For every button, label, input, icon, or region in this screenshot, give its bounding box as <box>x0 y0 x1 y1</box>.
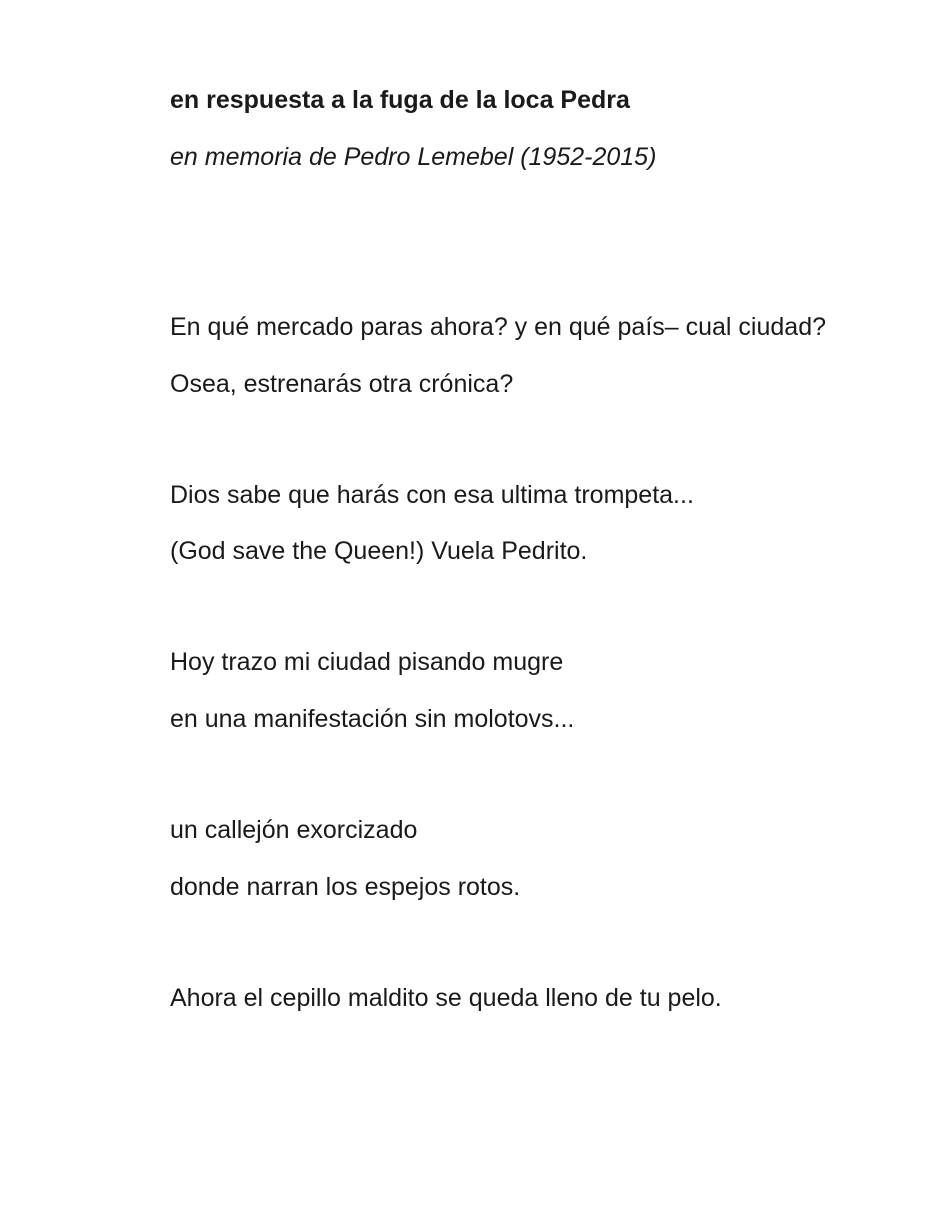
poem-line: un callejón exorcizado <box>170 816 418 844</box>
poem-line: Dios sabe que harás con esa ultima trompeta... <box>170 481 694 509</box>
poem-line: Osea, estrenarás otra crónica? <box>170 370 514 398</box>
poem-line: En qué mercado paras ahora? y en qué país– cual ciudad? <box>170 313 827 341</box>
poem-line: (God save the Queen!) Vuela Pedrito. <box>170 537 588 565</box>
poem-line: Hoy trazo mi ciudad pisando mugre <box>170 648 564 676</box>
poem-line: donde narran los espejos rotos. <box>170 873 521 901</box>
poem-line: Ahora el cepillo maldito se queda lleno de tu pelo. <box>170 984 722 1012</box>
poem-line: en una manifestación sin molotovs... <box>170 705 575 733</box>
poem-dedication: en memoria de Pedro Lemebel (1952-2015) <box>170 143 657 171</box>
poem-title: en respuesta a la fuga de la loca Pedra <box>170 86 630 114</box>
